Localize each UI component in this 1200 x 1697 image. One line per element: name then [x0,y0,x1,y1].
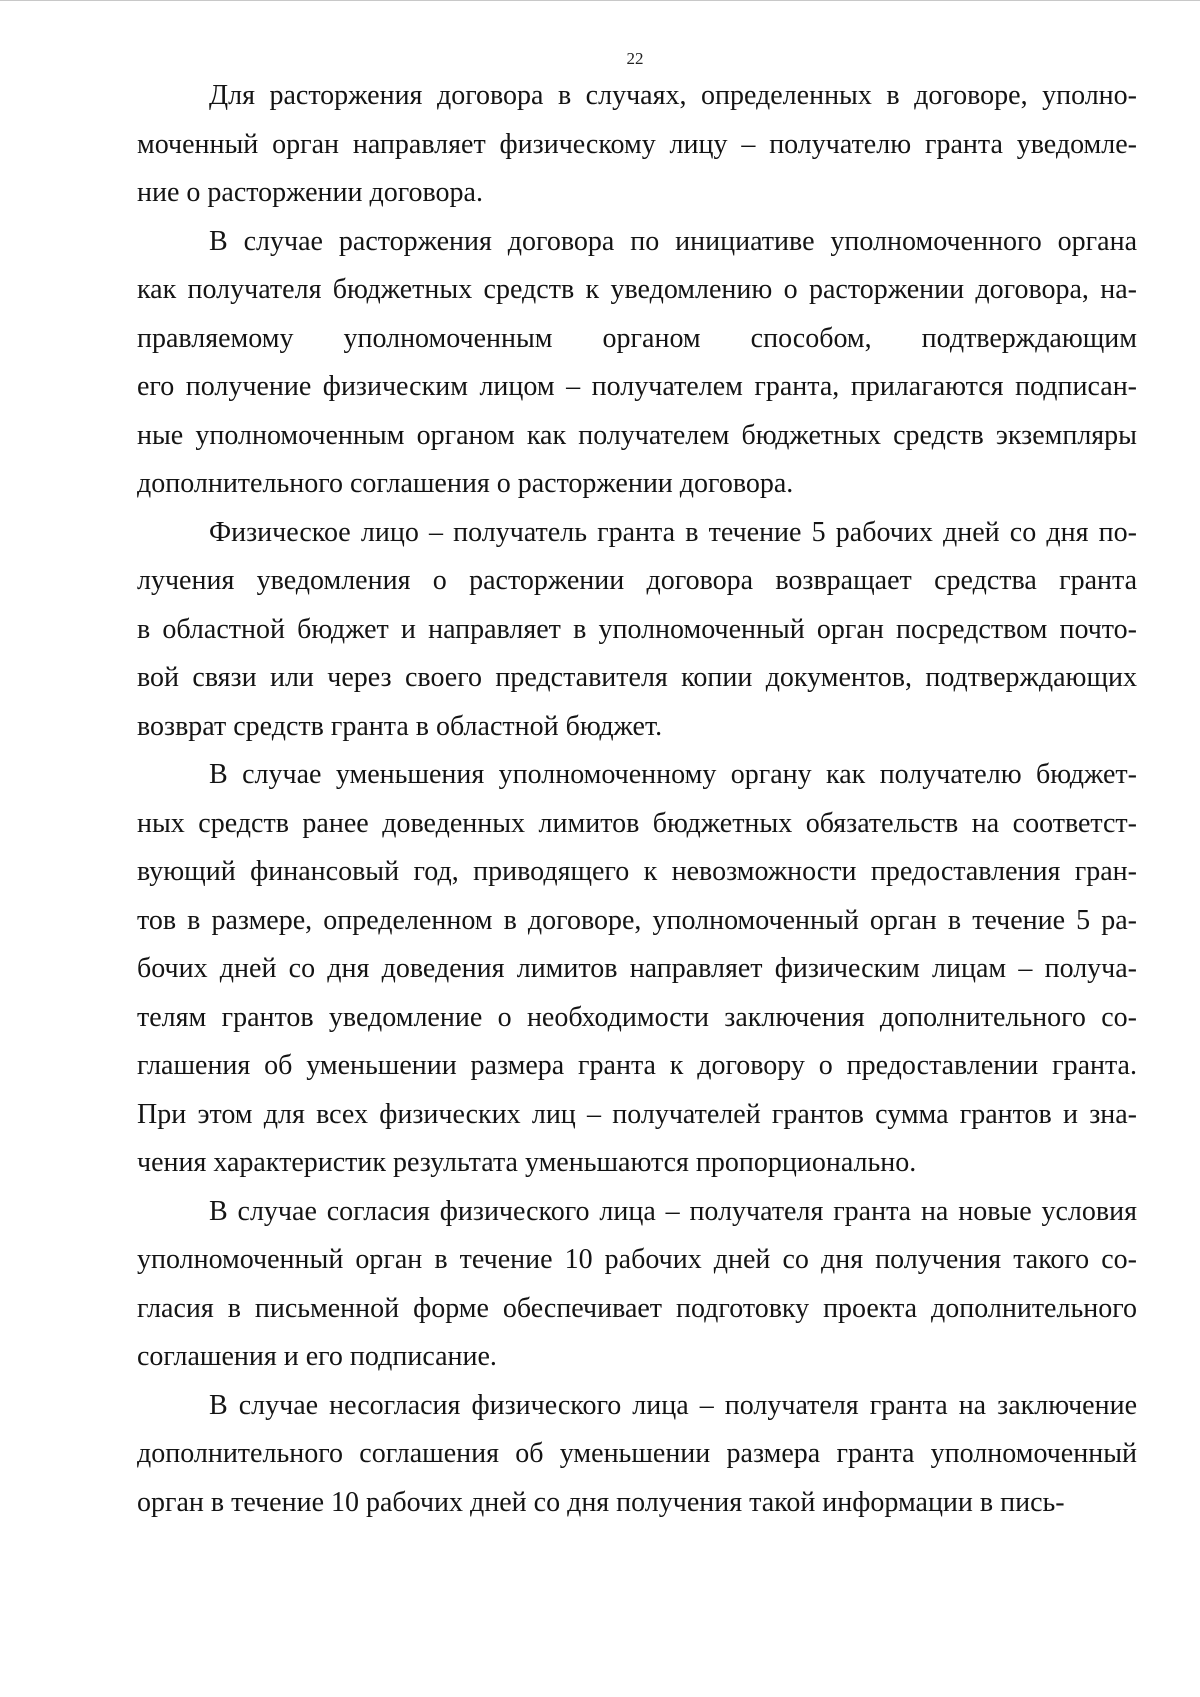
text-line: В случае несогласия физического лица – получателя гранта на заключение [209,1389,1137,1421]
text-line: правляемому уполномоченным органом способом, подтверждающим [137,322,1137,354]
text-line: глашения об уменьшении размера гранта к договору о предоставлении гранта. [137,1050,1137,1081]
text-line: ние о расторжении договора. [137,177,483,208]
paragraph [137,218,1137,509]
paragraph [137,1188,1137,1382]
text-line: орган в течение 10 рабочих дней со дня получения такой информации в пись- [137,1486,1065,1518]
text-line: тов в размере, определенном в договоре, уполномоченный орган в течение 5 ра- [137,904,1137,936]
text-line: в областной бюджет и направляет в уполномоченный орган посредством почто- [137,613,1137,645]
text-line: соглашения и его подписание. [137,1341,497,1372]
text-line: возврат средств гранта в областной бюджет. [137,710,663,742]
text-line: В случае уменьшения уполномоченному органу как получателю бюджет- [209,759,1137,790]
text-line: его получение физическим лицом – получателем гранта, прилагаются подписан- [137,371,1137,402]
text-line: В случае согласия физического лица – получателя гранта на новые условия [209,1195,1137,1227]
text-line: лучения уведомления о расторжении договора возвращает средства гранта [137,565,1137,596]
text-line: уполномоченный орган в течение 10 рабочих дней со дня получения такого со- [137,1244,1137,1275]
text-line: чения характеристик результата уменьшаются пропорционально. [137,1147,917,1178]
paragraph [137,751,1137,1188]
text-line: дополнительного соглашения о расторжении договора. [137,468,794,499]
text-line: В случае расторжения договора по инициативе уполномоченного органа [209,225,1137,257]
text-line: как получателя бюджетных средств к уведомлению о расторжении договора, на- [137,274,1137,305]
text-line: Для расторжения договора в случаях, определенных в договоре, уполно- [209,80,1137,111]
paragraph [137,509,1137,752]
text-line: бочих дней со дня доведения лимитов направляет физическим лицам – получа- [137,953,1137,984]
text-line: гласия в письменной форме обеспечивает подготовку проекта дополнительного [137,1292,1137,1324]
text-line: телям грантов уведомление о необходимости заключения дополнительного со- [137,1001,1137,1033]
scan-artifact-line [0,0,1200,1]
text-line: дополнительного соглашения об уменьшении размера гранта уполномоченный [137,1438,1137,1469]
text-line: Физическое лицо – получатель гранта в течение 5 рабочих дней со дня по- [209,516,1137,548]
text-line: вой связи или через своего представителя копии документов, подтверждающих [137,662,1137,693]
text-line: вующий финансовый год, приводящего к невозможности предоставления гран- [137,856,1137,887]
text-line: При этом для всех физических лиц – получателей грантов сумма грантов и зна- [137,1098,1137,1130]
page-number: 22 [626,49,644,68]
document-body [137,72,1137,1527]
text-line: ные уполномоченным органом как получателем бюджетных средств экземпляры [137,419,1137,451]
paragraph [137,1382,1137,1528]
text-line: моченный орган направляет физическому лицу – получателю гранта уведомле- [137,128,1137,160]
text-line: ных средств ранее доведенных лимитов бюджетных обязательств на соответст- [137,807,1137,839]
paragraph [137,72,1137,218]
